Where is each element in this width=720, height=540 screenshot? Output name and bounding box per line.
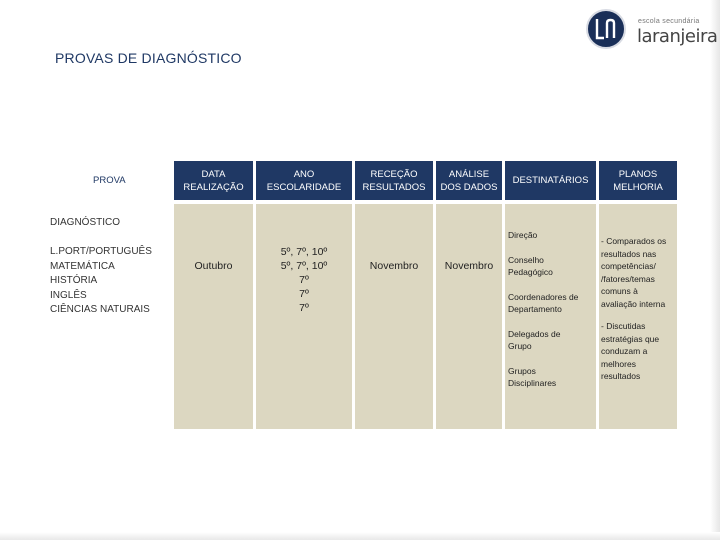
cell-data-realizacao <box>174 204 253 429</box>
page-title: PROVAS DE DIAGNÓSTICO <box>55 50 242 66</box>
plano-line: conduzam a <box>601 346 648 356</box>
header-analise-line2: DOS DADOS <box>440 181 498 193</box>
header-ano-escolaridade <box>256 161 352 200</box>
destinatario-line: Grupos <box>508 365 536 376</box>
header-rececao-resultados <box>355 161 433 200</box>
destinatario-line: Coordenadores de <box>508 291 579 302</box>
plano-item <box>601 235 677 310</box>
header-data-line1: DATA <box>201 168 226 180</box>
page-shadow-right <box>710 0 720 540</box>
plano-line: - Discutidas <box>601 321 646 331</box>
logo-small-text: escola secundária <box>638 18 700 25</box>
destinatario-line: Direção <box>508 230 538 240</box>
destinatario-item <box>508 328 596 353</box>
ano-list <box>256 245 352 315</box>
header-ano-line2: ESCOLARIDADE <box>266 181 342 193</box>
plano-line: resultados nas <box>601 248 657 259</box>
plano-line: avaliação interna <box>601 298 666 309</box>
subject-item: MATEMÁTICA <box>50 260 115 272</box>
subject-item: L.PORT/PORTUGUÊS <box>50 246 152 257</box>
destinatario-item <box>508 254 596 279</box>
page-shadow-bottom <box>0 532 720 540</box>
subject-item: HISTÓRIA <box>50 275 98 286</box>
header-data-line2: REALIZAÇÃO <box>183 181 244 193</box>
analise-value: Novembro <box>444 260 494 272</box>
destinatario-line: Pedagógico <box>508 267 553 277</box>
school-logo <box>586 9 718 53</box>
plano-line: estratégias que <box>601 333 660 344</box>
rececao-value: Novembro <box>369 260 419 272</box>
header-data-realizacao <box>174 161 253 200</box>
header-destinatarios-label: DESTINATÁRIOS <box>512 175 589 186</box>
destinatario-line: Delegados de <box>508 328 561 339</box>
header-planos-line2: MELHORIA <box>613 181 663 193</box>
cell-ano-escolaridade <box>256 204 352 429</box>
logo-initials-icon <box>586 9 626 49</box>
header-planos-line1: PLANOS <box>618 168 658 180</box>
ano-item: 7º <box>299 274 309 286</box>
planos-list <box>601 235 677 383</box>
subject-item: CIÊNCIAS NATURAIS <box>50 304 150 315</box>
ano-item: 7º <box>299 288 309 300</box>
cell-analise <box>436 204 502 429</box>
destinatario-item <box>508 365 596 390</box>
section-label: DIAGNÓSTICO <box>50 217 121 228</box>
plano-line: /fatores/temas <box>601 273 655 284</box>
header-analise-line1: ANÁLISE <box>448 168 490 180</box>
header-rececao-line1: RECEÇÃO <box>370 168 418 180</box>
destinatario-item <box>508 229 596 242</box>
header-planos-melhoria <box>599 161 677 200</box>
plano-line: resultados <box>601 371 641 381</box>
data-realizacao-value: Outubro <box>194 260 233 272</box>
header-ano-line1: ANO <box>293 168 315 180</box>
ano-item: 7º <box>299 302 309 314</box>
header-prova: PROVA <box>93 175 126 186</box>
header-destinatarios <box>505 161 596 200</box>
destinatario-line: Departamento <box>508 304 562 314</box>
destinatario-line: Grupo <box>508 341 532 351</box>
ano-item: 5º, 7º, 10º <box>280 260 328 272</box>
header-rececao-line2: RESULTADOS <box>362 181 426 193</box>
destinatario-line: Conselho <box>508 254 544 265</box>
destinatarios-list <box>508 229 596 390</box>
plano-line: competências/ <box>601 261 656 271</box>
plano-line: - Comparados os <box>601 236 667 246</box>
destinatario-item <box>508 291 596 316</box>
plano-line: comuns à <box>601 286 638 296</box>
ano-item: 5º, 7º, 10º <box>280 246 328 258</box>
subject-list <box>50 245 152 318</box>
destinatario-line: Disciplinares <box>508 378 557 388</box>
plano-line: melhores <box>601 358 636 369</box>
plano-item <box>601 320 677 383</box>
header-analise-dados <box>436 161 502 200</box>
logo-name: laranjeira <box>637 26 718 47</box>
cell-rececao <box>355 204 433 429</box>
subject-item: INGLÊS <box>50 289 87 301</box>
